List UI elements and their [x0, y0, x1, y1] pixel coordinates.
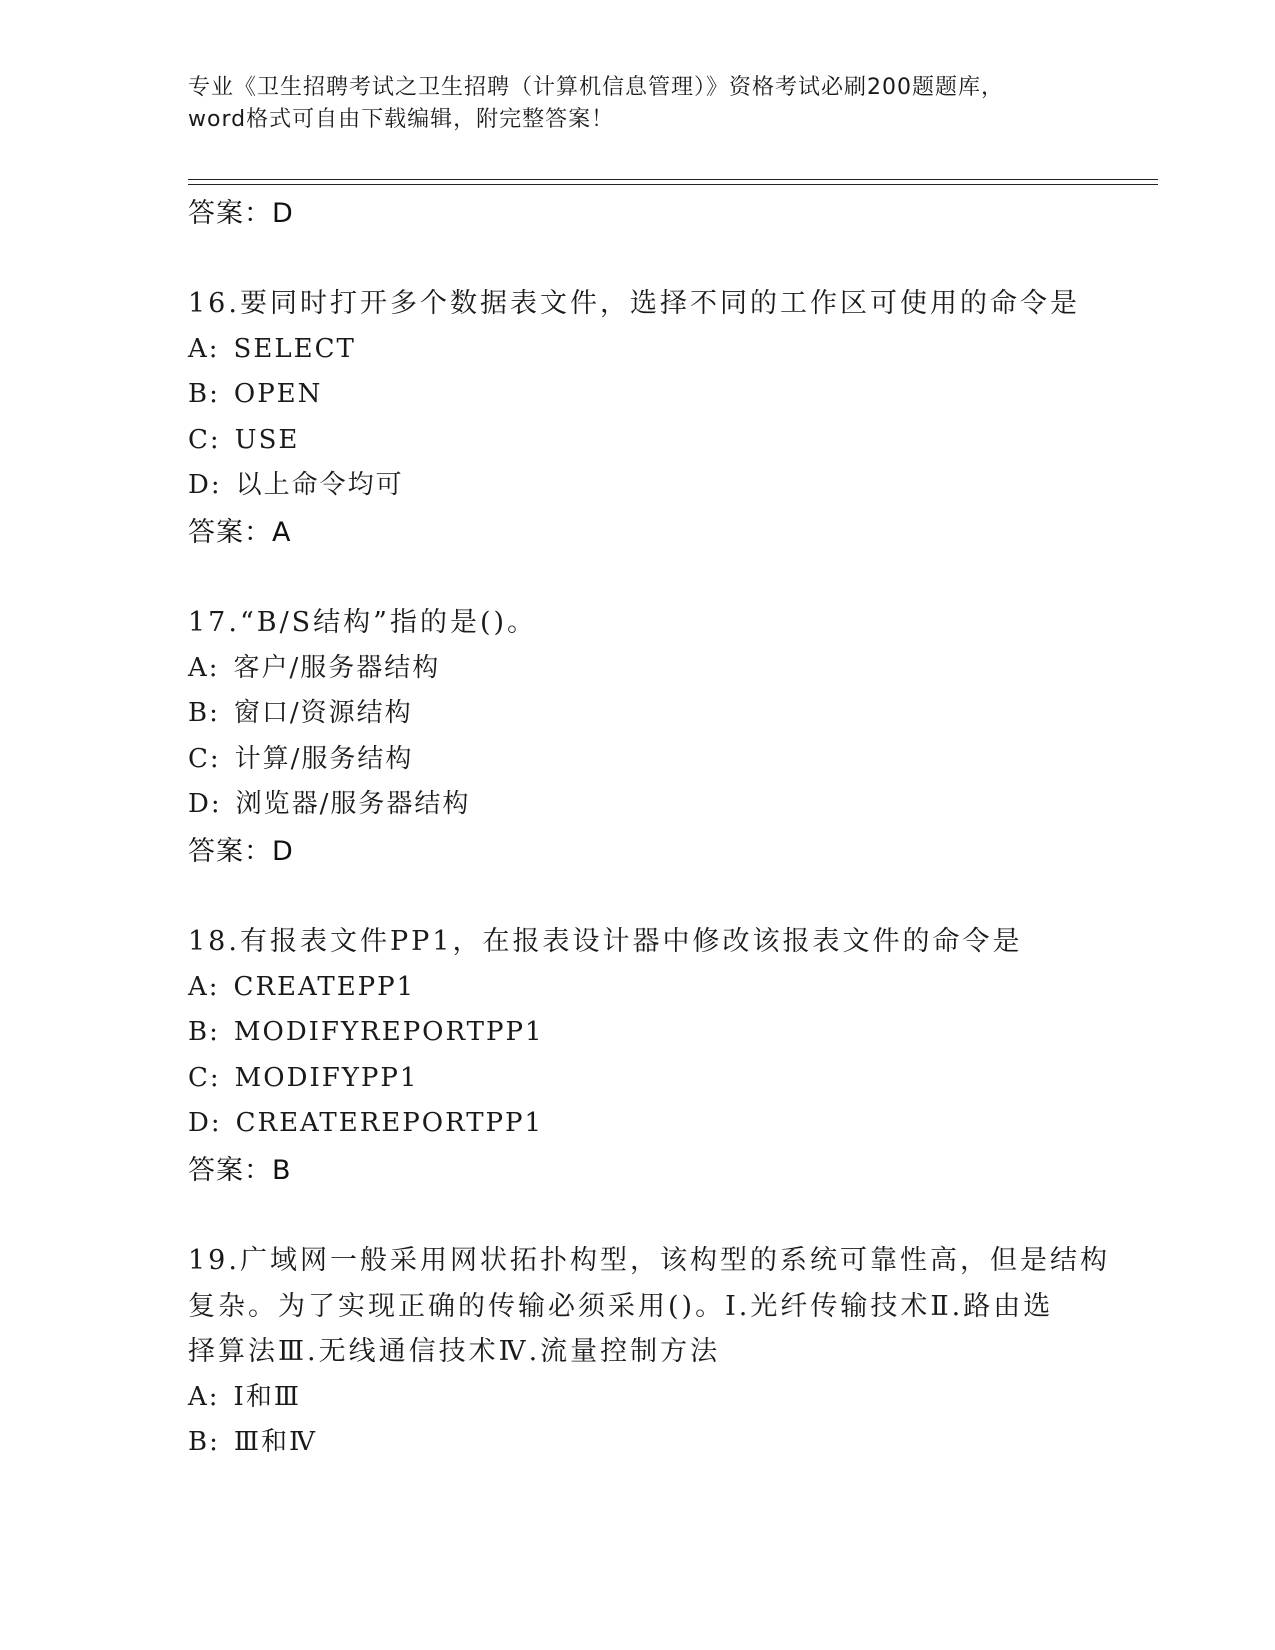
option-key: C:	[188, 424, 221, 455]
question-line: 择算法Ⅲ.无线通信技术Ⅳ.流量控制方法	[188, 1336, 721, 1368]
option-text: 计算/服务结构	[234, 743, 414, 774]
option-text: 客户/服务器结构	[233, 652, 441, 683]
option-text: 窗口/资源结构	[233, 698, 413, 729]
option-text: OPEN	[233, 379, 323, 410]
option-text: 以上命令均可	[235, 470, 404, 501]
option-key: D:	[188, 789, 222, 820]
option-a	[188, 327, 1088, 373]
option-c	[188, 418, 1088, 464]
option-a	[188, 1375, 1088, 1421]
question-text	[188, 281, 1088, 327]
header-line-2: word格式可自由下载编辑，附完整答案！	[188, 107, 615, 132]
answer-label: 答案：B	[188, 1154, 292, 1186]
option-b	[188, 1420, 1088, 1466]
spacer	[188, 557, 1088, 600]
option-key: B:	[188, 379, 220, 410]
option-d	[188, 1101, 1088, 1147]
option-text: 浏览器/服务器结构	[235, 789, 471, 820]
question-line: 复杂。为了实现正确的传输必须采用()。Ⅰ.光纤传输技术Ⅱ.路由选	[188, 1290, 1054, 1322]
option-c	[188, 737, 1088, 783]
option-text: CREATEPP1	[233, 971, 416, 1002]
option-b	[188, 372, 1088, 418]
option-text: MODIFYREPORTPP1	[233, 1017, 544, 1048]
question-line: 19.广域网一般采用网状拓扑构型，该构型的系统可靠性高，但是结构	[188, 1244, 1110, 1276]
option-key: C:	[188, 1062, 221, 1093]
option-key: D:	[188, 1108, 222, 1139]
option-key: B:	[188, 1017, 220, 1048]
question-line: 18.有报表文件PP1，在报表设计器中修改该报表文件的命令是	[188, 925, 1023, 957]
header-divider-top	[188, 179, 1158, 180]
option-key: A:	[188, 652, 220, 683]
question-text	[188, 919, 1088, 965]
question-text	[188, 600, 1088, 646]
question-17	[188, 600, 1088, 876]
answer-label: 答案：D	[188, 198, 294, 229]
spacer	[188, 238, 1088, 281]
option-a	[188, 646, 1088, 692]
answer-label: 答案：A	[188, 516, 292, 548]
option-key: D:	[188, 470, 222, 501]
header-line-1: 专业《卫生招聘考试之卫生招聘（计算机信息管理）》资格考试必刷200题题库，	[188, 75, 1004, 100]
document-header	[188, 72, 1088, 136]
answer-label: 答案：D	[188, 835, 294, 867]
option-text: MODIFYPP1	[234, 1062, 419, 1093]
header-divider-bottom	[188, 184, 1158, 185]
option-text: USE	[234, 424, 300, 455]
option-text: CREATEREPORTPP1	[235, 1108, 544, 1139]
option-d	[188, 463, 1088, 509]
option-text: SELECT	[233, 333, 356, 364]
spacer	[188, 1195, 1088, 1238]
question-line: 17.“B/S结构”指的是()。	[188, 606, 538, 638]
option-a	[188, 965, 1088, 1011]
question-list	[188, 190, 1110, 1466]
option-text: Ⅲ和Ⅳ	[233, 1427, 317, 1458]
question-line: 16.要同时打开多个数据表文件，选择不同的工作区可使用的命令是	[188, 288, 1080, 319]
option-b	[188, 691, 1088, 737]
option-b	[188, 1010, 1088, 1056]
option-key: A:	[188, 333, 220, 364]
option-key: B:	[188, 698, 220, 729]
question-19	[188, 1238, 1110, 1466]
option-key: C:	[188, 743, 221, 774]
option-key: B:	[188, 1427, 220, 1458]
option-c	[188, 1056, 1088, 1102]
option-text: Ⅰ和Ⅲ	[233, 1381, 301, 1412]
option-key: A:	[188, 1381, 220, 1412]
question-text	[188, 1238, 1110, 1375]
spacer	[188, 876, 1088, 919]
question-18	[188, 919, 1088, 1195]
option-key: A:	[188, 971, 220, 1002]
option-d	[188, 782, 1088, 828]
question-16	[188, 281, 1088, 557]
